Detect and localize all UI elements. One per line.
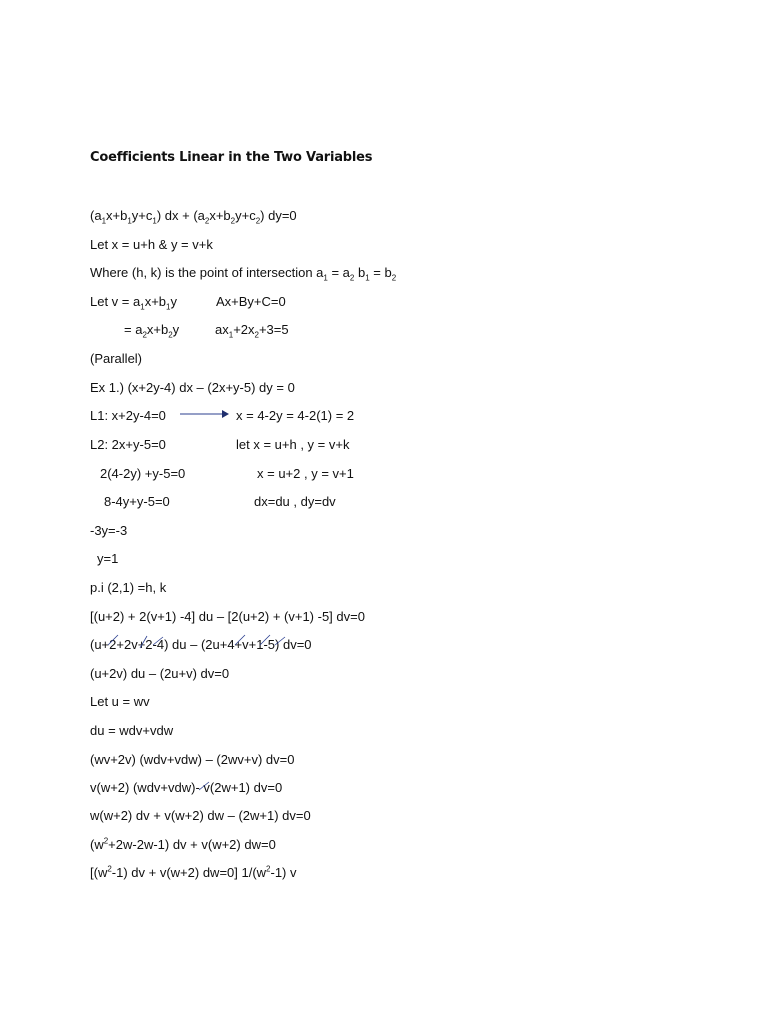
collected-line: $(w^2+2w-2w-1)$ dv + v(w+2) dw=0	[90, 836, 276, 852]
page-title: Coefficients Linear in the Two Variables	[90, 150, 373, 165]
line-1-equation: L1: x+2y-4=0	[90, 408, 166, 423]
v-second-line: = $a_2x+b_2y$	[124, 322, 180, 340]
example-1-equation: Ex 1.) (x+2y-4) dx – (2x+y-5) dy = 0	[90, 380, 295, 395]
line-equation-general: Ax+By+C=0	[216, 294, 286, 309]
substitution-xy: let x = u+h , y = v+k	[236, 437, 350, 452]
homogeneous-de: (u+2v) du – (2u+v) dv=0	[90, 666, 230, 681]
factored-v: v(w+2) (wdv+vdw)- v(2w+1) dv=0	[90, 780, 283, 795]
example-line-equation: $ax_1+2x_2+3=5$	[215, 322, 289, 340]
distributed-line: w(w+2) dv + v(w+2) dw – (2w+1) dv=0	[90, 808, 311, 823]
differentials: dx=du , dy=dv	[254, 494, 336, 509]
let-u-line: Let u = wv	[90, 694, 150, 709]
simplified-equation: 8-4y+y-5=0	[104, 494, 170, 509]
separated-line: [$(w^2-1)$ dv + v(w+2) dw=0] $1/(w^2-1)$ v	[90, 864, 297, 880]
y-solution: y=1	[97, 551, 119, 566]
substitution-values: x = u+2 , y = v+1	[257, 466, 354, 481]
intersection-note: Where (h, k) is the point of intersection $a_1 = a_2$ $b_1 = b_2$	[90, 265, 397, 283]
expanded-de: (u+2+2v+2-4) du – (2u+4+v+1-5) dv=0	[90, 637, 312, 652]
point-of-intersection: p.i (2,1) =h, k	[90, 580, 167, 595]
cancellation-mark	[195, 776, 215, 796]
substituted-de: [(u+2) + 2(v+1) -4] du – [2(u+2) + (v+1) -5] dv=0	[90, 609, 365, 624]
parallel-note: (Parallel)	[90, 351, 143, 366]
substituted-equation: 2(4-2y) +y-5=0	[100, 466, 186, 481]
x-solution: x = 4-2y = 4-2(1) = 2	[236, 408, 355, 423]
let-v-line: Let $v = a_1x+b_1y$	[90, 294, 177, 312]
cancellation-marks	[95, 632, 315, 656]
equation-general-form: $(a_1x+b_1y+c_1)$ dx + $(a_2x+b_2y+c_2)$ dy=0	[90, 208, 297, 226]
substituted-wv: (wv+2v) (wdv+vdw) – (2wv+v) dv=0	[90, 752, 295, 767]
solve-step: -3y=-3	[90, 523, 128, 538]
arrow-right-icon	[180, 408, 230, 420]
du-line: du = wdv+vdw	[90, 723, 174, 738]
substitution-line: Let x = u+h & y = v+k	[90, 237, 213, 252]
line-2-equation: L2: 2x+y-5=0	[90, 437, 166, 452]
